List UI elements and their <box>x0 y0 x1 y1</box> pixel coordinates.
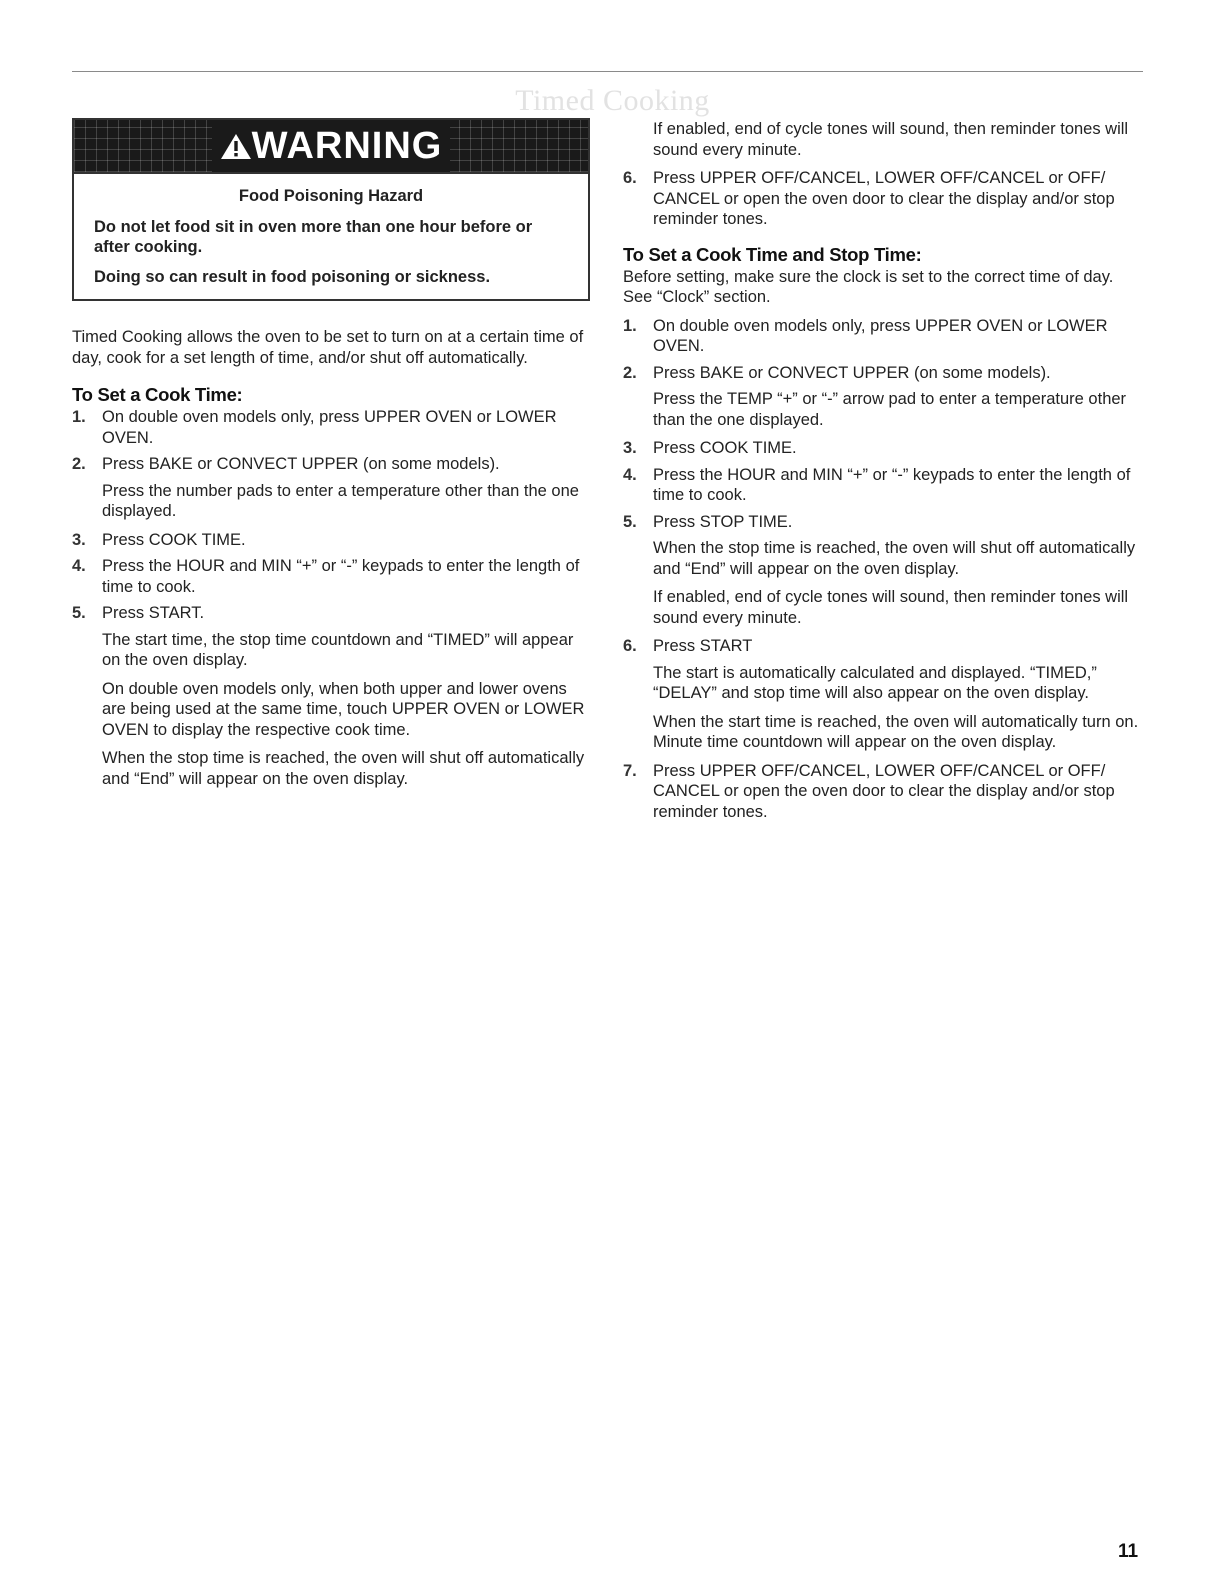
step-note: When the stop time is reached, the oven will shut off automatically and “End” will appear on the oven display. <box>102 749 585 788</box>
hazard-title: Food Poisoning Hazard <box>238 187 424 205</box>
step-text: Press BAKE or CONVECT UPPER (on some models). <box>653 363 1051 382</box>
step-text: Press UPPER OFF/CANCEL, LOWER OFF/CANCEL or OFF/ CANCEL or open the oven door to clear the display and/or stop reminder tones. <box>653 169 1115 228</box>
step-number: 2. <box>623 363 637 382</box>
list-item <box>623 512 1143 533</box>
section-intro: Before setting, make sure the clock is set to the correct time of day. See “Clock” section. <box>623 267 1114 306</box>
step-number: 4. <box>623 465 637 484</box>
step-number: 7. <box>623 761 637 780</box>
list-item <box>72 530 590 551</box>
warning-label <box>212 120 451 172</box>
step-number: 6. <box>623 637 637 655</box>
step-number: 1. <box>623 316 637 335</box>
list-item <box>72 407 590 448</box>
step-note: When the start time is reached, the oven will automatically turn on. Minute time countdown will appear on the oven display. <box>653 712 1139 751</box>
warning-triangle-icon <box>220 132 252 160</box>
section-heading: To Set a Cook Time and Stop Time: <box>623 243 922 265</box>
step-number: 3. <box>72 530 86 549</box>
step-note: On double oven models only, when both upper and lower ovens are being used at the same time, touch UPPER OVEN or LOWER OVEN to display the respective cook time. <box>102 679 585 739</box>
step-number: 1. <box>72 408 86 426</box>
step-text: Press COOK TIME. <box>102 530 246 549</box>
step-number: 5. <box>623 512 637 531</box>
warning-line: Doing so can result in food poisoning or sickness. <box>94 268 491 286</box>
list-item <box>623 363 1143 384</box>
list-item <box>72 556 590 597</box>
list-item <box>623 316 1143 357</box>
step-note: The start time, the stop time countdown and “TIMED” will appear on the oven display. <box>102 630 574 669</box>
left-column <box>72 118 590 797</box>
top-rule <box>72 71 1143 72</box>
step-number: 4. <box>72 557 86 575</box>
page-number: 11 <box>1118 1541 1139 1562</box>
list-item <box>623 761 1143 823</box>
page-title: Timed Cooking <box>515 84 710 117</box>
warning-box <box>72 118 590 301</box>
step-note: If enabled, end of cycle tones will sound, then reminder tones will sound every minute. <box>653 120 1129 159</box>
warning-line: Do not let food sit in oven more than one hour before or after cooking. <box>94 218 533 256</box>
intro-paragraph: Timed Cooking allows the oven to be set to turn on at a certain time of day, cook for a set length of time, and/or shut off automatically. <box>72 328 584 367</box>
step-text: Press BAKE or CONVECT UPPER (on some models). <box>102 455 500 473</box>
warning-body <box>74 174 588 299</box>
step-note: If enabled, end of cycle tones will sound, then reminder tones will sound every minute. <box>653 588 1129 627</box>
section-heading: To Set a Cook Time: <box>72 384 243 405</box>
step-note: Press the TEMP “+” or “-” arrow pad to enter a temperature other than the one displayed. <box>653 390 1127 429</box>
step-text: On double oven models only, press UPPER OVEN or LOWER OVEN. <box>653 316 1108 355</box>
steps-list <box>623 316 1143 823</box>
step-number: 6. <box>623 169 637 187</box>
step-note: Press the number pads to enter a temperature other than the one displayed. <box>102 481 579 520</box>
list-item <box>623 168 1143 230</box>
right-column <box>623 119 1143 828</box>
step-text: Press STOP TIME. <box>653 512 793 531</box>
warning-banner <box>74 120 588 174</box>
step-text: Press START. <box>102 604 205 622</box>
step-number: 2. <box>72 455 86 473</box>
step-text: Press the HOUR and MIN “+” or “-” keypads to enter the length of time to cook. <box>102 557 580 596</box>
list-item <box>623 465 1143 506</box>
step-note: When the stop time is reached, the oven will shut off automatically and “End” will appear on the oven display. <box>653 539 1136 578</box>
list-item <box>623 636 1143 657</box>
step-number: 5. <box>72 604 86 622</box>
step-text: On double oven models only, press UPPER OVEN or LOWER OVEN. <box>102 408 557 447</box>
step-text: Press COOK TIME. <box>653 439 797 457</box>
step-text: Press UPPER OFF/CANCEL, LOWER OFF/CANCEL or OFF/ CANCEL or open the oven door to clear the display and/or stop reminder tones. <box>653 761 1115 821</box>
list-item <box>623 438 1143 459</box>
step-text: Press START <box>653 637 753 655</box>
list-item <box>72 454 590 475</box>
steps-list-continued <box>623 119 1143 230</box>
step-text: Press the HOUR and MIN “+” or “-” keypads to enter the length of time to cook. <box>653 465 1131 504</box>
steps-list <box>72 407 590 789</box>
list-item <box>72 603 590 624</box>
step-number: 3. <box>623 439 637 457</box>
warning-word: WARNING <box>251 125 443 167</box>
step-note: The start is automatically calculated and displayed. “TIMED,” “DELAY” and stop time will also appear on the oven display. <box>653 663 1097 702</box>
